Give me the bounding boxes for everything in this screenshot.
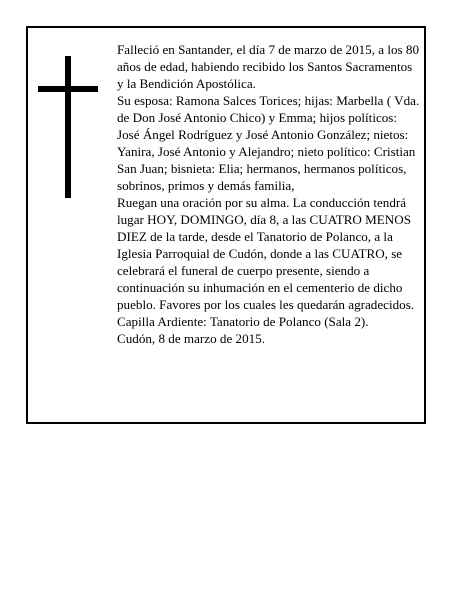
family-list: Su esposa: Ramona Salces Torices; hijas: Marbella ( Vda. de Don José Antonio Chico) y Emma; hijos políticos: José Ángel Rodríguez y José Antonio González; nietos: Yanira, José Antonio y Alejandro; nieto político: Cristian San Juan; bisnieta: Elia; hermanos, hermanos políticos, sobrinos, primos y demás familia, bbox=[117, 93, 420, 193]
death-announcement: Falleció en Santander, el día 7 de marzo de 2015, a los 80 años de edad, habiendo recibido los Santos Sacramentos y la Bendición Apostólica. bbox=[117, 42, 419, 91]
place-and-date: Cudón, 8 de marzo de 2015. bbox=[117, 331, 266, 346]
cross-horizontal-bar bbox=[38, 86, 98, 92]
obituary-notice bbox=[26, 26, 426, 424]
obituary-text bbox=[117, 41, 421, 347]
cross-vertical-bar bbox=[65, 56, 71, 198]
cross-icon bbox=[38, 56, 98, 198]
funeral-details: Ruegan una oración por su alma. La conducción tendrá lugar HOY, DOMINGO, día 8, a las CUATRO MENOS DIEZ de la tarde, desde el Tanatorio de Polanco, a la Iglesia Parroquial de Cudón, donde a las CUATRO, se celebrará el funeral de cuerpo presente, siendo a continuación su inhumación en el cementerio de dicho pueblo. Favores por los cuales les quedarán agradecidos. Capilla Ardiente: Tanatorio de Polanco (Sala 2). bbox=[117, 195, 415, 329]
